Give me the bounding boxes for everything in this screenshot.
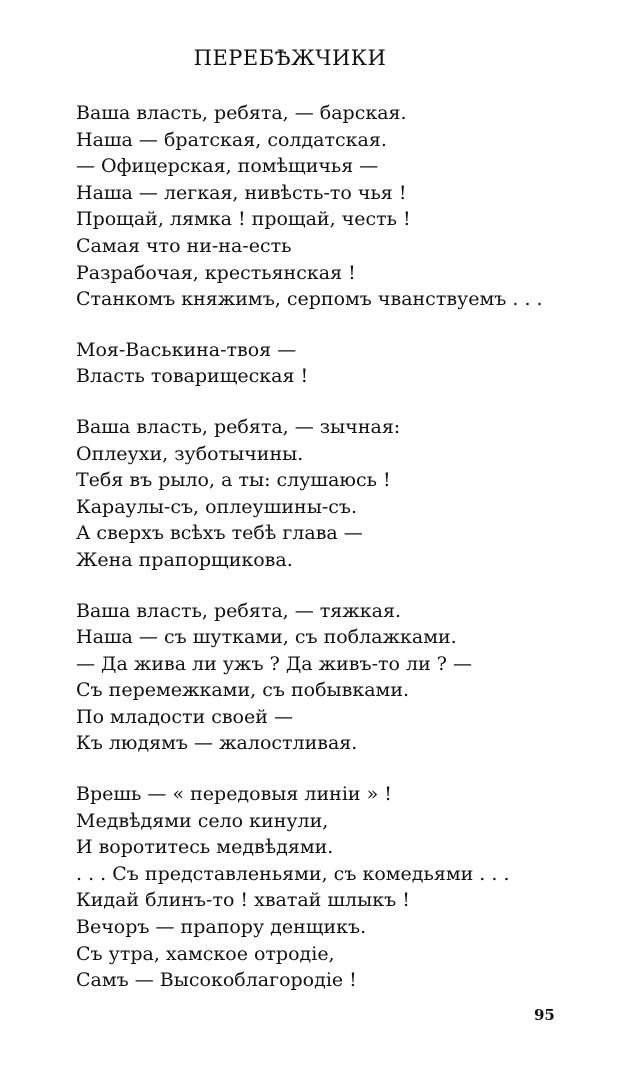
poem-line: Ваша власть, ребята, — тяжкая. [76, 599, 401, 622]
poem-line: А сверхъ всѣхъ тебѣ глава — [76, 522, 363, 545]
stanza-5 [76, 781, 616, 994]
poem-line: Кидай блинъ-то ! хватай шлыкъ ! [76, 889, 410, 912]
poem-line: Къ людямъ — жалостливая. [76, 732, 358, 755]
poem-line: Тебя въ рыло, а ты: слушаюсь ! [76, 469, 391, 492]
poem-line: Самая что ни-на-есть [76, 234, 292, 257]
poem-line: Станкомъ княжимъ, серпомъ чванствуемъ . . . [76, 288, 543, 311]
poem-line: . . . Съ представленьями, съ комедьями . . . [76, 862, 510, 885]
stanza-3 [76, 414, 616, 574]
stanza-1 [76, 100, 616, 313]
page-number: 95 [534, 1006, 555, 1024]
poem-line: Съ утра, хамское отродіе, [76, 942, 335, 965]
poem-line: По младости своей — [76, 705, 293, 728]
poem-title: ПЕРЕБѢЖЧИКИ [193, 46, 387, 70]
poem-line: И воротитесь медвѣдями. [76, 836, 334, 859]
poem-line: Наша — братская, солдатская. [76, 128, 387, 151]
stanza-2 [76, 337, 616, 390]
poem-line: Прощай, лямка ! прощай, честь ! [76, 208, 411, 231]
poem-line: Ваша власть, ребята, — барская. [76, 102, 407, 124]
stanza-4 [76, 598, 616, 758]
poem-line: Ваша власть, ребята, — зычная: [76, 415, 401, 438]
poem-line: Караулы-съ, оплеушины-съ. [76, 495, 358, 518]
poem-line: Съ перемежками, съ побывками. [76, 679, 410, 702]
poem-line: Вечоръ — прапору денщикъ. [76, 916, 367, 939]
poem-line: Моя-Васькина-твоя — [76, 338, 297, 361]
poem-line: Самъ — Высокоблагородіе ! [76, 969, 357, 992]
poem-line: Власть товарищеская ! [76, 365, 309, 388]
poem-line: — Офицерская, помѣщичья — [76, 155, 379, 178]
poem-line: Врешь — « передовыя линіи » ! [76, 783, 392, 806]
poem-line: Разрабочая, крестьянская ! [76, 261, 356, 284]
poem-line: — Да жива ли ужъ ? Да живъ-то ли ? — [76, 652, 472, 675]
poem-line: Медвѣдями село кинули, [76, 809, 329, 832]
poem-line: Оплеухи, зуботычины. [76, 442, 304, 465]
poem-line: Жена прапорщикова. [76, 548, 293, 571]
poem-line: Наша — съ шутками, съ поблажками. [76, 626, 457, 649]
poem-body [76, 100, 616, 1018]
poem-line: Наша — легкая, нивѣсть-то чья ! [76, 181, 407, 204]
